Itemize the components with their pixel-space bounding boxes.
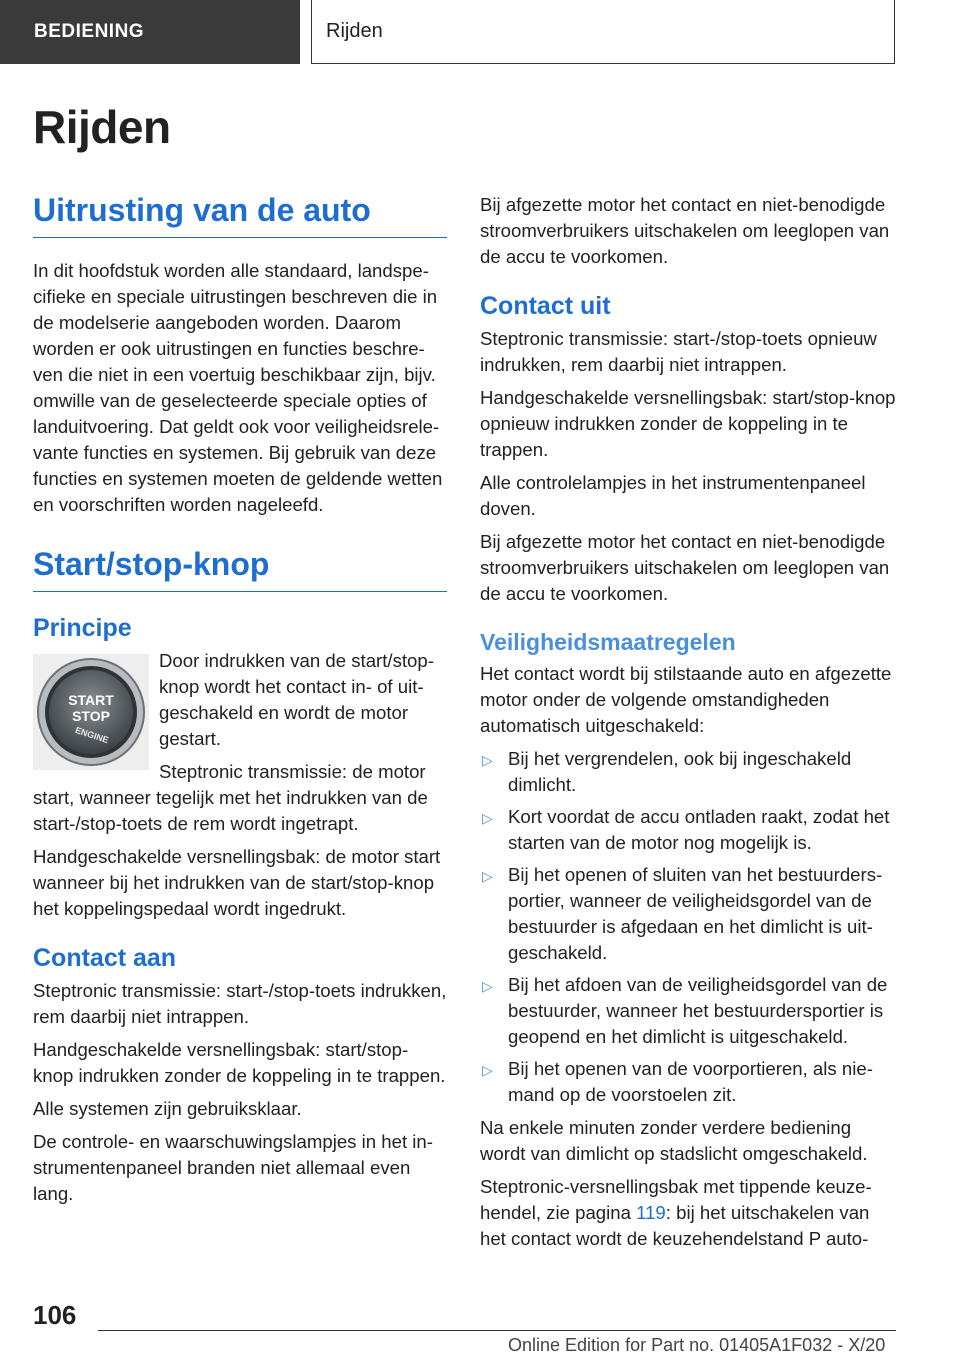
list-item: ▷ Bij het vergrendelen, ook bij ingeschakeld dimlicht. xyxy=(482,748,852,795)
header-section-tab xyxy=(0,0,300,64)
button-stop-text: STOP xyxy=(72,708,110,724)
start-stop-button-icon xyxy=(33,654,149,770)
footer-edition-text: Online Edition for Part no. 01405A1F032 - X/20 xyxy=(508,1335,886,1355)
paragraph-contact-on-3: Alle systemen zijn gebruiksklaar. xyxy=(33,1098,302,1119)
paragraph-contact-off-2: Handgeschakelde versnellingsbak: start/stop-knop opnieuw indrukken zonder de koppeling in te trappen. xyxy=(480,387,896,460)
button-start-text: START xyxy=(68,692,114,708)
paragraph-contact-on-2: Handgeschakelde versnellingsbak: start/stop-knop indrukken zonder de koppeling in te trappen. xyxy=(33,1039,446,1086)
paragraph-principle-1: Door indrukken van de start/stop-knop wordt het contact in- of uitgeschakeld en wordt de motor gestart. xyxy=(159,650,434,749)
list-item: ▷ Bij het openen of sluiten van het bestuurdersportier, wanneer de veiligheidsgordel van de bestuurder is afgedaan en het dimlicht is uitgeschakeld. xyxy=(482,864,883,963)
start-stop-button-image xyxy=(33,654,149,770)
paragraph-equipment: In dit hoofdstuk worden alle standaard, landspecifieke en speciale uitrustingen beschreven die in de modelserie aangeboden worden. Daarom worden er ook uitrustingen en functies beschreven die niet in een voertuig beschikbaar zijn, bijv. omwille van de geselecteerde speciale opties of landuitvoering. Dat geldt ook voor veiligheidsrelevante functies en systemen. Bij gebruik van deze functies en systemen moeten de geldende wetten en voorschriften worden nageleefd. xyxy=(33,260,443,515)
header-chapter-label: Rijden xyxy=(326,20,383,42)
bullet-triangle-icon: ▷ xyxy=(482,978,493,994)
paragraph-principle-2: Steptronic transmissie: de motor start, wanneer tegelijk met het indrukken van de start-/stop-toets de rem wordt ingetrapt. xyxy=(33,761,428,834)
bullet-triangle-icon: ▷ xyxy=(482,1062,493,1078)
paragraph-continued: Bij afgezette motor het contact en niet-benodigde stroomverbruikers uitschakelen om leeglopen van de accu te voorkomen. xyxy=(480,194,890,267)
heading-start-stop: Start/stop-knop xyxy=(33,544,447,592)
list-item: ▷ Kort voordat de accu ontladen raakt, zodat het starten van de motor nog mogelijk is. xyxy=(482,806,890,853)
paragraph-after-2: Steptronic-versnellingsbak met tippende keuzehendel, zie pagina 119: bij het uitschakelen van het contact wordt de keuzehendelstand P auto- xyxy=(480,1176,872,1249)
page-number: 106 xyxy=(33,1300,77,1330)
bullet-triangle-icon: ▷ xyxy=(482,752,493,768)
heading-safety: Veiligheidsmaatregelen xyxy=(480,629,736,655)
paragraph-contact-off-3: Alle controlelampjes in het instrumentenpaneel doven. xyxy=(480,472,866,519)
list-item: ▷ Bij het openen van de voorportieren, als niemand op de voorstoelen zit. xyxy=(482,1058,873,1105)
bullet-triangle-icon: ▷ xyxy=(482,810,493,826)
header-chapter-box xyxy=(311,0,895,64)
right-column xyxy=(480,192,896,1259)
paragraph-contact-off-1: Steptronic transmissie: start-/stop-toets opnieuw indrukken, rem daarbij niet intrappen. xyxy=(480,328,877,375)
heading-contact-on: Contact aan xyxy=(33,944,177,972)
paragraph-contact-off-4: Bij afgezette motor het contact en niet-benodigde stroomverbruikers uitschakelen om leeglopen van de accu te voorkomen. xyxy=(480,531,890,604)
paragraph-after-1: Na enkele minuten zonder verdere bediening wordt van dimlicht op stadslicht omgeschakeld. xyxy=(480,1117,868,1164)
heading-contact-off: Contact uit xyxy=(480,292,611,320)
paragraph-contact-on-4: De controle- en waarschuwingslampjes in het instrumentenpaneel branden niet allemaal even lang. xyxy=(33,1131,433,1204)
safety-bullet-list xyxy=(480,746,896,1108)
heading-principle: Principe xyxy=(33,614,132,642)
footer-divider xyxy=(98,1330,896,1331)
page-reference-link[interactable]: 119 xyxy=(636,1202,666,1223)
page-title: Rijden xyxy=(33,101,171,153)
header-section-label: BEDIENING xyxy=(34,21,145,42)
bullet-triangle-icon: ▷ xyxy=(482,868,493,884)
paragraph-safety: Het contact wordt bij stilstaande auto en afgezette motor onder de volgende omstandigheden automatisch uitgeschakeld: xyxy=(480,663,892,736)
heading-equipment: Uitrusting van de auto xyxy=(33,190,447,238)
list-item: ▷ Bij het afdoen van de veiligheidsgordel van de bestuurder, wanneer het bestuurdersportier is geopend en het dimlicht is uitgeschakeld. xyxy=(482,974,888,1047)
button-engine-text: ENGINE xyxy=(73,725,110,746)
paragraph-principle-3: Handgeschakelde versnellingsbak: de motor start wanneer bij het indrukken van de start/stop-knop het koppelingspedaal wordt ingedrukt. xyxy=(33,846,441,919)
left-column xyxy=(33,190,447,1214)
paragraph-contact-on-1: Steptronic transmissie: start-/stop-toets indrukken, rem daarbij niet intrappen. xyxy=(33,980,447,1027)
